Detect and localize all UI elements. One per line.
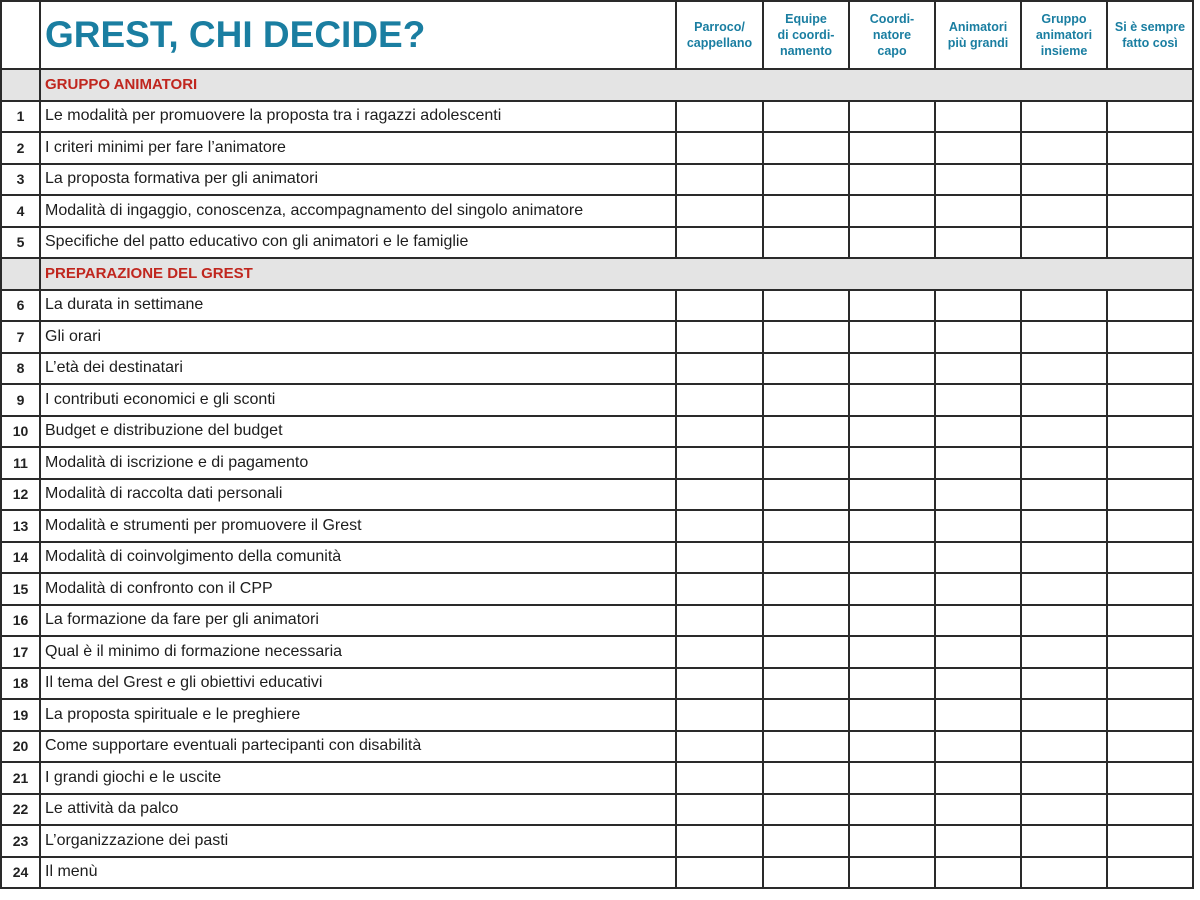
checkbox-cell[interactable] (676, 416, 763, 448)
table-row (1, 668, 1193, 700)
checkbox-cell[interactable] (763, 794, 849, 826)
checkbox-cell[interactable] (935, 699, 1021, 731)
checkbox-cell[interactable] (763, 416, 849, 448)
checkbox-cell[interactable] (676, 164, 763, 196)
row-number: 5 (1, 227, 40, 259)
row-text: L’età dei destinatari (40, 353, 676, 385)
row-text: Modalità di raccolta dati personali (40, 479, 676, 511)
checkbox-cell[interactable] (676, 573, 763, 605)
table-row (1, 416, 1193, 448)
table-row (1, 542, 1193, 574)
table-row (1, 857, 1193, 889)
checkbox-cell[interactable] (1021, 699, 1107, 731)
checkbox-cell[interactable] (849, 132, 935, 164)
row-number: 4 (1, 195, 40, 227)
checkbox-cell[interactable] (1021, 384, 1107, 416)
row-number: 17 (1, 636, 40, 668)
column-header-coordinatore: Coordi- natore capo (849, 1, 935, 69)
corner-cell (1, 1, 40, 69)
row-number: 10 (1, 416, 40, 448)
checkbox-cell[interactable] (935, 416, 1021, 448)
checkbox-cell[interactable] (1021, 857, 1107, 889)
row-text: Specifiche del patto educativo con gli animatori e le famiglie (40, 227, 676, 259)
checkbox-cell[interactable] (935, 479, 1021, 511)
row-text: Gli orari (40, 321, 676, 353)
checkbox-cell[interactable] (1107, 416, 1193, 448)
checkbox-cell[interactable] (676, 542, 763, 574)
row-number: 20 (1, 731, 40, 763)
checkbox-cell[interactable] (1021, 195, 1107, 227)
checkbox-cell[interactable] (1021, 290, 1107, 322)
checkbox-cell[interactable] (849, 353, 935, 385)
checkbox-cell[interactable] (935, 195, 1021, 227)
checkbox-cell[interactable] (763, 731, 849, 763)
row-number: 15 (1, 573, 40, 605)
checkbox-cell[interactable] (849, 731, 935, 763)
checkbox-cell[interactable] (935, 825, 1021, 857)
checkbox-cell[interactable] (1021, 353, 1107, 385)
checkbox-cell[interactable] (1107, 447, 1193, 479)
checkbox-cell[interactable] (849, 857, 935, 889)
checkbox-cell[interactable] (676, 857, 763, 889)
checkbox-cell[interactable] (763, 101, 849, 133)
table-row (1, 290, 1193, 322)
checkbox-cell[interactable] (849, 195, 935, 227)
checkbox-cell[interactable] (935, 227, 1021, 259)
checkbox-cell[interactable] (849, 447, 935, 479)
table-row (1, 762, 1193, 794)
checkbox-cell[interactable] (676, 321, 763, 353)
checkbox-cell[interactable] (1107, 290, 1193, 322)
checkbox-cell[interactable] (676, 447, 763, 479)
row-text: I criteri minimi per fare l’animatore (40, 132, 676, 164)
checkbox-cell[interactable] (676, 479, 763, 511)
row-text: La durata in settimane (40, 290, 676, 322)
row-number: 16 (1, 605, 40, 637)
table-row (1, 384, 1193, 416)
checkbox-cell[interactable] (1021, 636, 1107, 668)
checkbox-cell[interactable] (1107, 164, 1193, 196)
checkbox-cell[interactable] (935, 573, 1021, 605)
checkbox-cell[interactable] (849, 668, 935, 700)
column-header-animatori-grandi: Animatori più grandi (935, 1, 1021, 69)
checkbox-cell[interactable] (763, 195, 849, 227)
checkbox-cell[interactable] (849, 510, 935, 542)
checkbox-cell[interactable] (935, 794, 1021, 826)
table-row (1, 321, 1193, 353)
checkbox-cell[interactable] (1021, 479, 1107, 511)
checkbox-cell[interactable] (935, 510, 1021, 542)
row-text: Il menù (40, 857, 676, 889)
row-number: 19 (1, 699, 40, 731)
section-title: PREPARAZIONE DEL GREST (40, 258, 1193, 290)
checkbox-cell[interactable] (763, 605, 849, 637)
row-text: Modalità di coinvolgimento della comunità (40, 542, 676, 574)
checkbox-cell[interactable] (935, 321, 1021, 353)
row-number: 2 (1, 132, 40, 164)
checkbox-cell[interactable] (763, 479, 849, 511)
checkbox-cell[interactable] (763, 668, 849, 700)
column-header-gruppo-animatori: Gruppo animatori insieme (1021, 1, 1107, 69)
checkbox-cell[interactable] (1107, 353, 1193, 385)
section-row (1, 69, 1193, 101)
row-text: I grandi giochi e le uscite (40, 762, 676, 794)
header-row (1, 1, 1193, 69)
section-number-cell (1, 69, 40, 101)
checkbox-cell[interactable] (676, 605, 763, 637)
row-number: 6 (1, 290, 40, 322)
checkbox-cell[interactable] (1107, 636, 1193, 668)
row-number: 8 (1, 353, 40, 385)
checkbox-cell[interactable] (849, 416, 935, 448)
checkbox-cell[interactable] (849, 825, 935, 857)
row-text: Modalità di ingaggio, conoscenza, accompagnamento del singolo animatore (40, 195, 676, 227)
checkbox-cell[interactable] (849, 573, 935, 605)
row-number: 18 (1, 668, 40, 700)
checkbox-cell[interactable] (849, 542, 935, 574)
row-text: Budget e distribuzione del budget (40, 416, 676, 448)
checkbox-cell[interactable] (763, 699, 849, 731)
checkbox-cell[interactable] (676, 699, 763, 731)
row-number: 12 (1, 479, 40, 511)
section-number-cell (1, 258, 40, 290)
section-title: GRUPPO ANIMATORI (40, 69, 1193, 101)
checkbox-cell[interactable] (849, 290, 935, 322)
checkbox-cell[interactable] (1021, 668, 1107, 700)
row-number: 13 (1, 510, 40, 542)
row-text: L’organizzazione dei pasti (40, 825, 676, 857)
table-row (1, 825, 1193, 857)
checkbox-cell[interactable] (935, 731, 1021, 763)
checkbox-cell[interactable] (1107, 227, 1193, 259)
checkbox-cell[interactable] (763, 384, 849, 416)
checkbox-cell[interactable] (763, 447, 849, 479)
checkbox-cell[interactable] (935, 636, 1021, 668)
title-cell (40, 1, 676, 69)
checkbox-cell[interactable] (763, 353, 849, 385)
checkbox-cell[interactable] (763, 132, 849, 164)
checkbox-cell[interactable] (763, 510, 849, 542)
table-row (1, 510, 1193, 542)
row-text: Il tema del Grest e gli obiettivi educativi (40, 668, 676, 700)
checkbox-cell[interactable] (1107, 132, 1193, 164)
page-title: GREST, CHI DECIDE? (45, 14, 426, 55)
row-text: La formazione da fare per gli animatori (40, 605, 676, 637)
checkbox-cell[interactable] (849, 164, 935, 196)
checkbox-cell[interactable] (1107, 668, 1193, 700)
checkbox-cell[interactable] (676, 636, 763, 668)
checkbox-cell[interactable] (935, 447, 1021, 479)
checkbox-cell[interactable] (849, 479, 935, 511)
table-row (1, 573, 1193, 605)
checkbox-cell[interactable] (849, 101, 935, 133)
checkbox-cell[interactable] (1021, 542, 1107, 574)
row-text: Le attività da palco (40, 794, 676, 826)
checkbox-cell[interactable] (1107, 573, 1193, 605)
checkbox-cell[interactable] (1021, 794, 1107, 826)
checkbox-cell[interactable] (763, 227, 849, 259)
row-number: 21 (1, 762, 40, 794)
checkbox-cell[interactable] (1107, 699, 1193, 731)
row-text: Come supportare eventuali partecipanti con disabilità (40, 731, 676, 763)
checkbox-cell[interactable] (935, 384, 1021, 416)
checkbox-cell[interactable] (935, 857, 1021, 889)
row-number: 23 (1, 825, 40, 857)
table-row (1, 195, 1193, 227)
row-text: Le modalità per promuovere la proposta tra i ragazzi adolescenti (40, 101, 676, 133)
checkbox-cell[interactable] (935, 164, 1021, 196)
checkbox-cell[interactable] (849, 699, 935, 731)
checkbox-cell[interactable] (1021, 447, 1107, 479)
checkbox-cell[interactable] (676, 668, 763, 700)
checkbox-cell[interactable] (1107, 479, 1193, 511)
checkbox-cell[interactable] (849, 794, 935, 826)
checkbox-cell[interactable] (849, 384, 935, 416)
checkbox-cell[interactable] (1107, 857, 1193, 889)
checkbox-cell[interactable] (1021, 132, 1107, 164)
checkbox-cell[interactable] (676, 132, 763, 164)
table-row (1, 605, 1193, 637)
checkbox-cell[interactable] (1107, 762, 1193, 794)
checkbox-cell[interactable] (849, 321, 935, 353)
checkbox-cell[interactable] (1107, 731, 1193, 763)
checkbox-cell[interactable] (1107, 321, 1193, 353)
row-text: La proposta spirituale e le preghiere (40, 699, 676, 731)
checkbox-cell[interactable] (935, 542, 1021, 574)
checkbox-cell[interactable] (849, 636, 935, 668)
table-row (1, 794, 1193, 826)
row-text: Qual è il minimo di formazione necessaria (40, 636, 676, 668)
checkbox-cell[interactable] (676, 794, 763, 826)
checkbox-cell[interactable] (1021, 573, 1107, 605)
checkbox-cell[interactable] (676, 227, 763, 259)
checkbox-cell[interactable] (1021, 227, 1107, 259)
checkbox-cell[interactable] (676, 195, 763, 227)
row-number: 24 (1, 857, 40, 889)
checkbox-cell[interactable] (849, 227, 935, 259)
table-row (1, 636, 1193, 668)
table-row (1, 164, 1193, 196)
row-number: 1 (1, 101, 40, 133)
checkbox-cell[interactable] (1107, 510, 1193, 542)
row-text: La proposta formativa per gli animatori (40, 164, 676, 196)
table-row (1, 447, 1193, 479)
checkbox-cell[interactable] (676, 101, 763, 133)
checkbox-cell[interactable] (1021, 731, 1107, 763)
row-text: Modalità di iscrizione e di pagamento (40, 447, 676, 479)
row-number: 22 (1, 794, 40, 826)
checkbox-cell[interactable] (1021, 321, 1107, 353)
checkbox-cell[interactable] (1021, 762, 1107, 794)
table-row (1, 132, 1193, 164)
table-row (1, 479, 1193, 511)
checkbox-cell[interactable] (763, 542, 849, 574)
checkbox-cell[interactable] (763, 762, 849, 794)
checkbox-cell[interactable] (676, 290, 763, 322)
checkbox-cell[interactable] (1021, 510, 1107, 542)
checkbox-cell[interactable] (1107, 794, 1193, 826)
row-number: 14 (1, 542, 40, 574)
row-number: 9 (1, 384, 40, 416)
checkbox-cell[interactable] (763, 857, 849, 889)
checkbox-cell[interactable] (1107, 605, 1193, 637)
checkbox-cell[interactable] (935, 762, 1021, 794)
checkbox-cell[interactable] (849, 605, 935, 637)
checkbox-cell[interactable] (676, 731, 763, 763)
checkbox-cell[interactable] (1021, 605, 1107, 637)
checkbox-cell[interactable] (1107, 825, 1193, 857)
row-number: 7 (1, 321, 40, 353)
checkbox-cell[interactable] (935, 290, 1021, 322)
checkbox-cell[interactable] (763, 164, 849, 196)
checkbox-cell[interactable] (935, 101, 1021, 133)
column-header-sempre-fatto: Si è sempre fatto così (1107, 1, 1193, 69)
checkbox-cell[interactable] (763, 825, 849, 857)
row-text: Modalità e strumenti per promuovere il Grest (40, 510, 676, 542)
checkbox-cell[interactable] (935, 605, 1021, 637)
table-row (1, 731, 1193, 763)
checkbox-cell[interactable] (676, 825, 763, 857)
checkbox-cell[interactable] (849, 762, 935, 794)
checkbox-cell[interactable] (1021, 825, 1107, 857)
table-row (1, 699, 1193, 731)
checkbox-cell[interactable] (676, 384, 763, 416)
checkbox-cell[interactable] (935, 668, 1021, 700)
checkbox-cell[interactable] (676, 762, 763, 794)
checkbox-cell[interactable] (935, 353, 1021, 385)
checkbox-cell[interactable] (763, 573, 849, 605)
table-body (1, 69, 1193, 888)
table-row (1, 353, 1193, 385)
column-header-parroco: Parroco/ cappellano (676, 1, 763, 69)
checkbox-cell[interactable] (935, 132, 1021, 164)
checkbox-cell[interactable] (763, 290, 849, 322)
table-row (1, 101, 1193, 133)
section-row (1, 258, 1193, 290)
checkbox-cell[interactable] (1021, 416, 1107, 448)
checkbox-cell[interactable] (1107, 195, 1193, 227)
checkbox-cell[interactable] (1107, 384, 1193, 416)
checkbox-cell[interactable] (763, 636, 849, 668)
checkbox-cell[interactable] (676, 353, 763, 385)
row-text: Modalità di confronto con il CPP (40, 573, 676, 605)
column-header-equipe: Equipe di coordi- namento (763, 1, 849, 69)
checkbox-cell[interactable] (763, 321, 849, 353)
checkbox-cell[interactable] (1021, 101, 1107, 133)
checkbox-cell[interactable] (1021, 164, 1107, 196)
checkbox-cell[interactable] (1107, 101, 1193, 133)
checkbox-cell[interactable] (1107, 542, 1193, 574)
checkbox-cell[interactable] (676, 510, 763, 542)
row-text: I contributi economici e gli sconti (40, 384, 676, 416)
table-row (1, 227, 1193, 259)
row-number: 11 (1, 447, 40, 479)
row-number: 3 (1, 164, 40, 196)
